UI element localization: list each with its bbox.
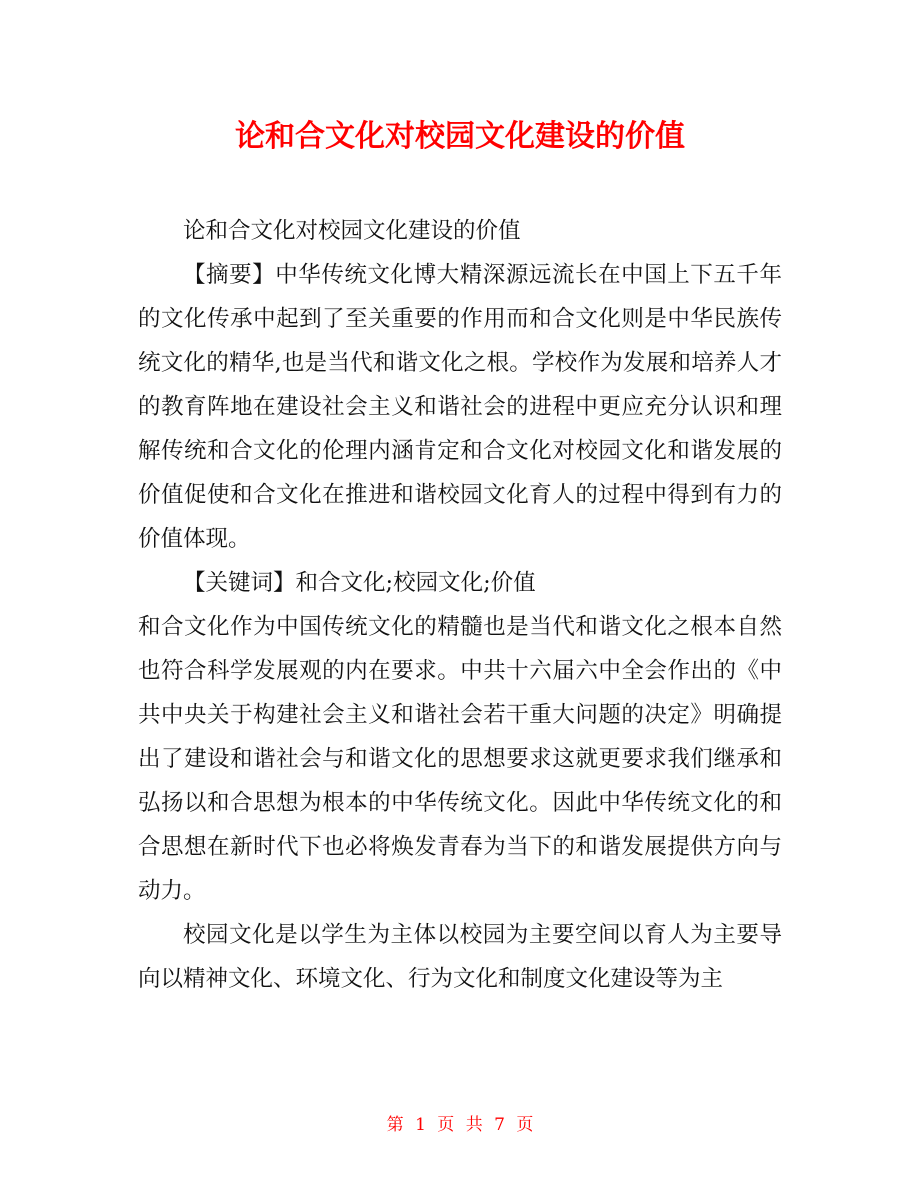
paragraph-body-1: 和合文化作为中国传统文化的精髓也是当代和谐文化之根本自然也符合科学发展观的内在要求。中共十六届六中全会作出的《中共中央关于构建社会主义和谐社会若干重大问题的决定》明确提出了建设和谐社会与和谐文化的思想要求这就更要求我们继承和弘扬以和合思想为根本的中华传统文化。因此中华传统文化的和合思想在新时代下也必将焕发青春为当下的和谐发展提供方向与动力。 (138, 614, 782, 904)
page-number-footer: 第 1 页 共 7 页 (386, 1115, 534, 1135)
document-title: 论和合文化对校园文化建设的价值 (235, 119, 685, 154)
paragraph-keywords: 【关键词】和合文化;校园文化;价值 (183, 570, 536, 596)
paragraph-abstract: 【摘要】中华传统文化博大精深源远流长在中国上下五千年的文化传承中起到了至关重要的作用而和合文化则是中华民族传统文化的精华,也是当代和谐文化之根。学校作为发展和培养人才的教育阵地在建设社会主义和谐社会的进程中更应充分认识和理解传统和合文化的伦理内涵肯定和合文化对校园文化和谐发展的价值促使和合文化在推进和谐校园文化育人的过程中得到有力的价值体现。 (138, 262, 782, 552)
paragraph-body-2: 校园文化是以学生为主体以校园为主要空间以育人为主要导向以精神文化、环境文化、行为文化和制度文化建设等为主 (138, 922, 782, 992)
paragraph-subtitle: 论和合文化对校园文化建设的价值 (183, 218, 521, 244)
document-body (138, 209, 782, 1001)
